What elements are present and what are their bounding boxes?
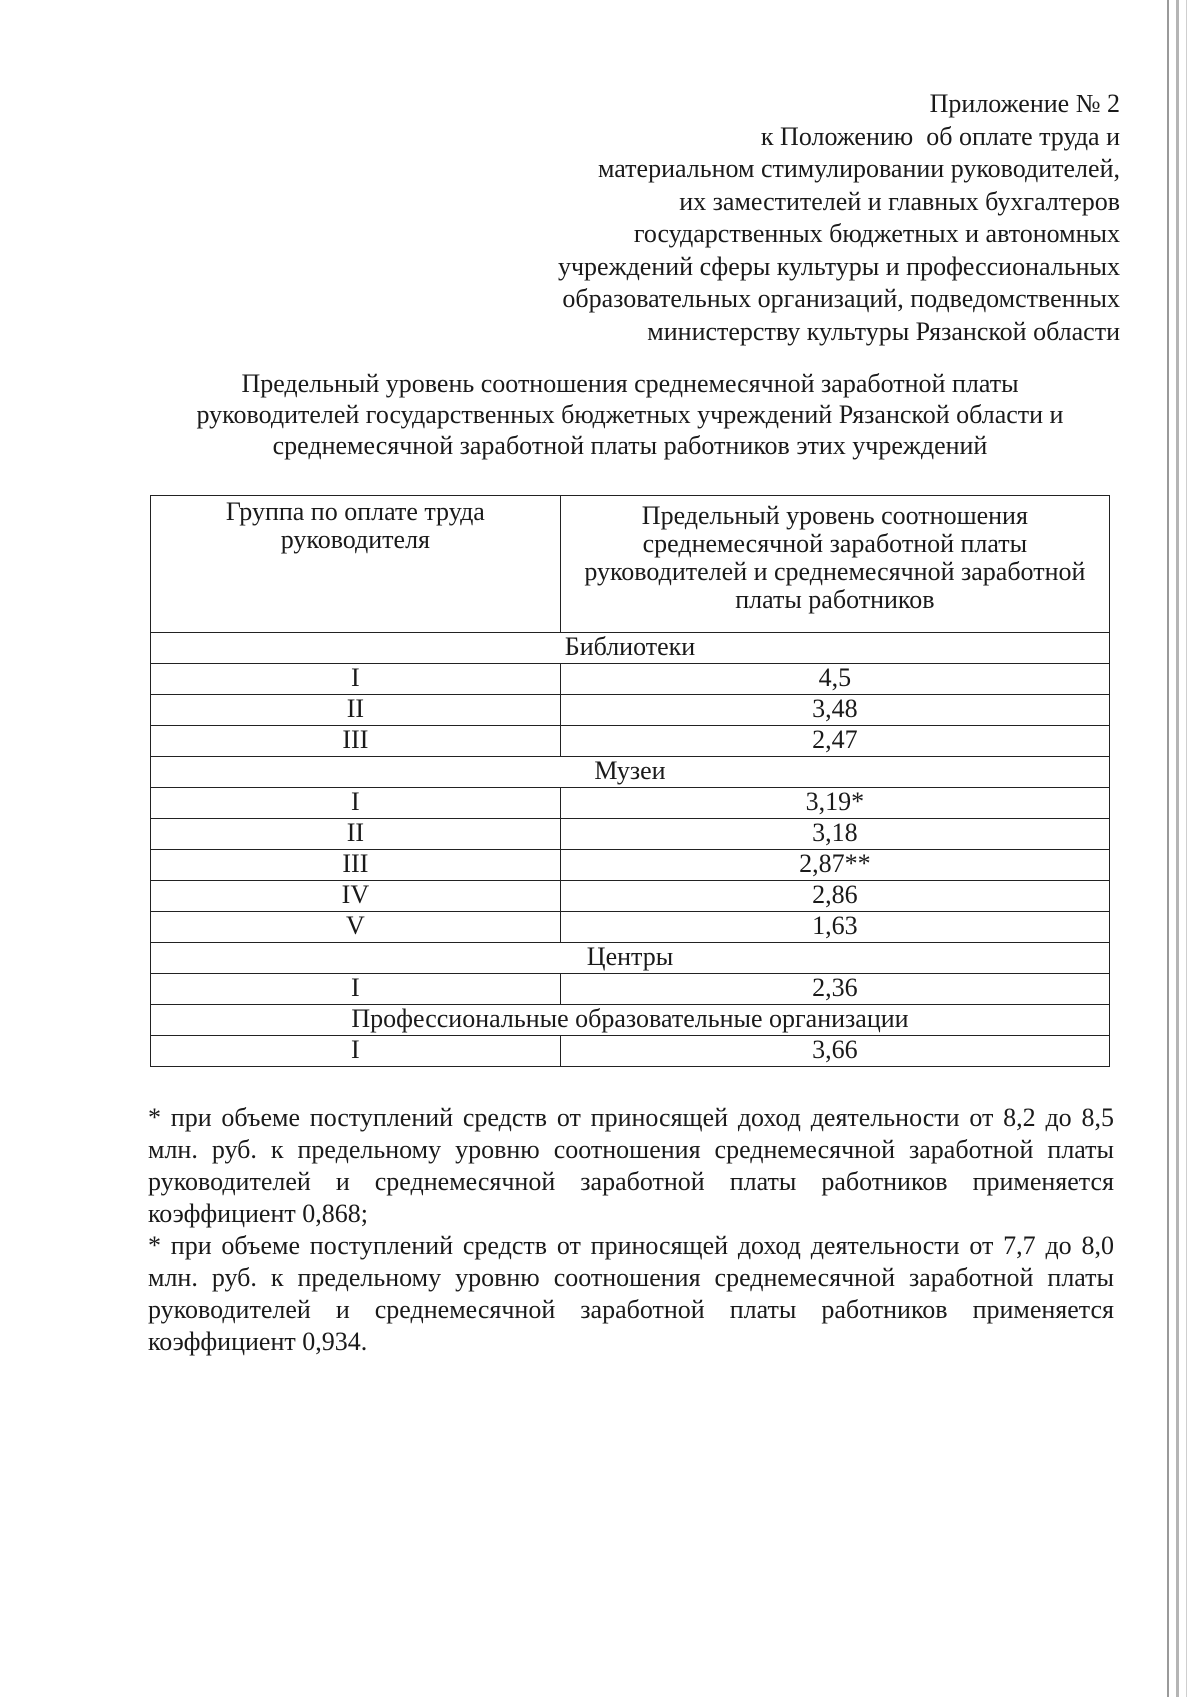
table-row [151,1036,1110,1067]
section-row-professional-education [151,1005,1110,1036]
section-row-centers [151,943,1110,974]
section-label: Библиотеки [151,633,1110,664]
ratio-cell: 2,36 [560,974,1109,1005]
appendix-line: учреждений сферы культуры и профессиональных [557,251,1120,281]
group-cell: V [151,912,561,943]
section-row-libraries [151,633,1110,664]
table-row [151,974,1110,1005]
ratio-cell: 3,48 [560,695,1109,726]
scan-edge-line [1167,0,1169,1697]
appendix-line: образовательных организаций, подведомственных [562,284,1120,313]
table-row [151,726,1110,757]
ratio-cell: 2,87** [560,850,1109,881]
footnote: * при объеме поступлений средств от приносящей доход деятельности от 8,2 до 8,5 млн. руб. к предельному уровню соотношения среднемесячной заработной платы руководителей и среднемесячной заработной платы работников применяется коэффициент 0,868; [148,1103,1114,1228]
table-row [151,664,1110,695]
ratio-cell: 2,47 [560,726,1109,757]
group-cell: II [151,695,561,726]
appendix-line: материальном стимулировании руководителей, [598,154,1120,183]
section-label: Центры [151,943,1110,974]
ratio-cell: 2,86 [560,881,1109,912]
salary-ratio-table [150,495,1110,1067]
scan-edge-line [1176,0,1179,1697]
scan-edge-line [1186,0,1187,1697]
document-title [140,368,1120,461]
header-ratio: Предельный уровень соотношения среднемесячной заработной платы руководителей и среднемесячной заработной платы работников [560,496,1109,633]
ratio-cell: 4,5 [560,664,1109,695]
table-row [151,695,1110,726]
table-row [151,850,1110,881]
appendix-line: Приложение № 2 [929,89,1120,118]
footnote: * при объеме поступлений средств от приносящей доход деятельности от 7,7 до 8,0 млн. руб. к предельному уровню соотношения среднемесячной заработной платы руководителей и среднемесячной заработной платы работников применяется коэффициент 0,934. [148,1231,1114,1356]
table-header-row [151,496,1110,633]
section-row-museums [151,757,1110,788]
appendix-line: министерству культуры Рязанской области [647,316,1120,346]
table-row [151,881,1110,912]
group-cell: I [151,1036,561,1067]
ratio-cell: 3,18 [560,819,1109,850]
ratio-cell: 1,63 [560,912,1109,943]
group-cell: I [151,664,561,695]
title-line: среднемесячной заработной платы работников этих учреждений [272,431,988,460]
appendix-line: к Положению об оплате труда и [760,121,1120,151]
section-label: Профессиональные образовательные организации [151,1005,1110,1036]
table-row [151,788,1110,819]
group-cell: III [151,726,561,757]
ratio-cell: 3,19* [560,788,1109,819]
footnotes [148,1102,1114,1358]
title-line: Предельный уровень соотношения среднемесячной заработной платы [241,369,1019,398]
group-cell: IV [151,881,561,912]
appendix-header [460,88,1120,348]
table-row [151,819,1110,850]
header-group: Группа по оплате труда руководителя [151,496,561,633]
group-cell: I [151,788,561,819]
title-line: руководителей государственных бюджетных учреждений Рязанской области и [196,400,1064,429]
group-cell: III [151,850,561,881]
appendix-line: государственных бюджетных и автономных [633,219,1120,248]
ratio-cell: 3,66 [560,1036,1109,1067]
group-cell: I [151,974,561,1005]
table-row [151,912,1110,943]
appendix-line: их заместителей и главных бухгалтеров [679,186,1120,216]
group-cell: II [151,819,561,850]
section-label: Музеи [151,757,1110,788]
